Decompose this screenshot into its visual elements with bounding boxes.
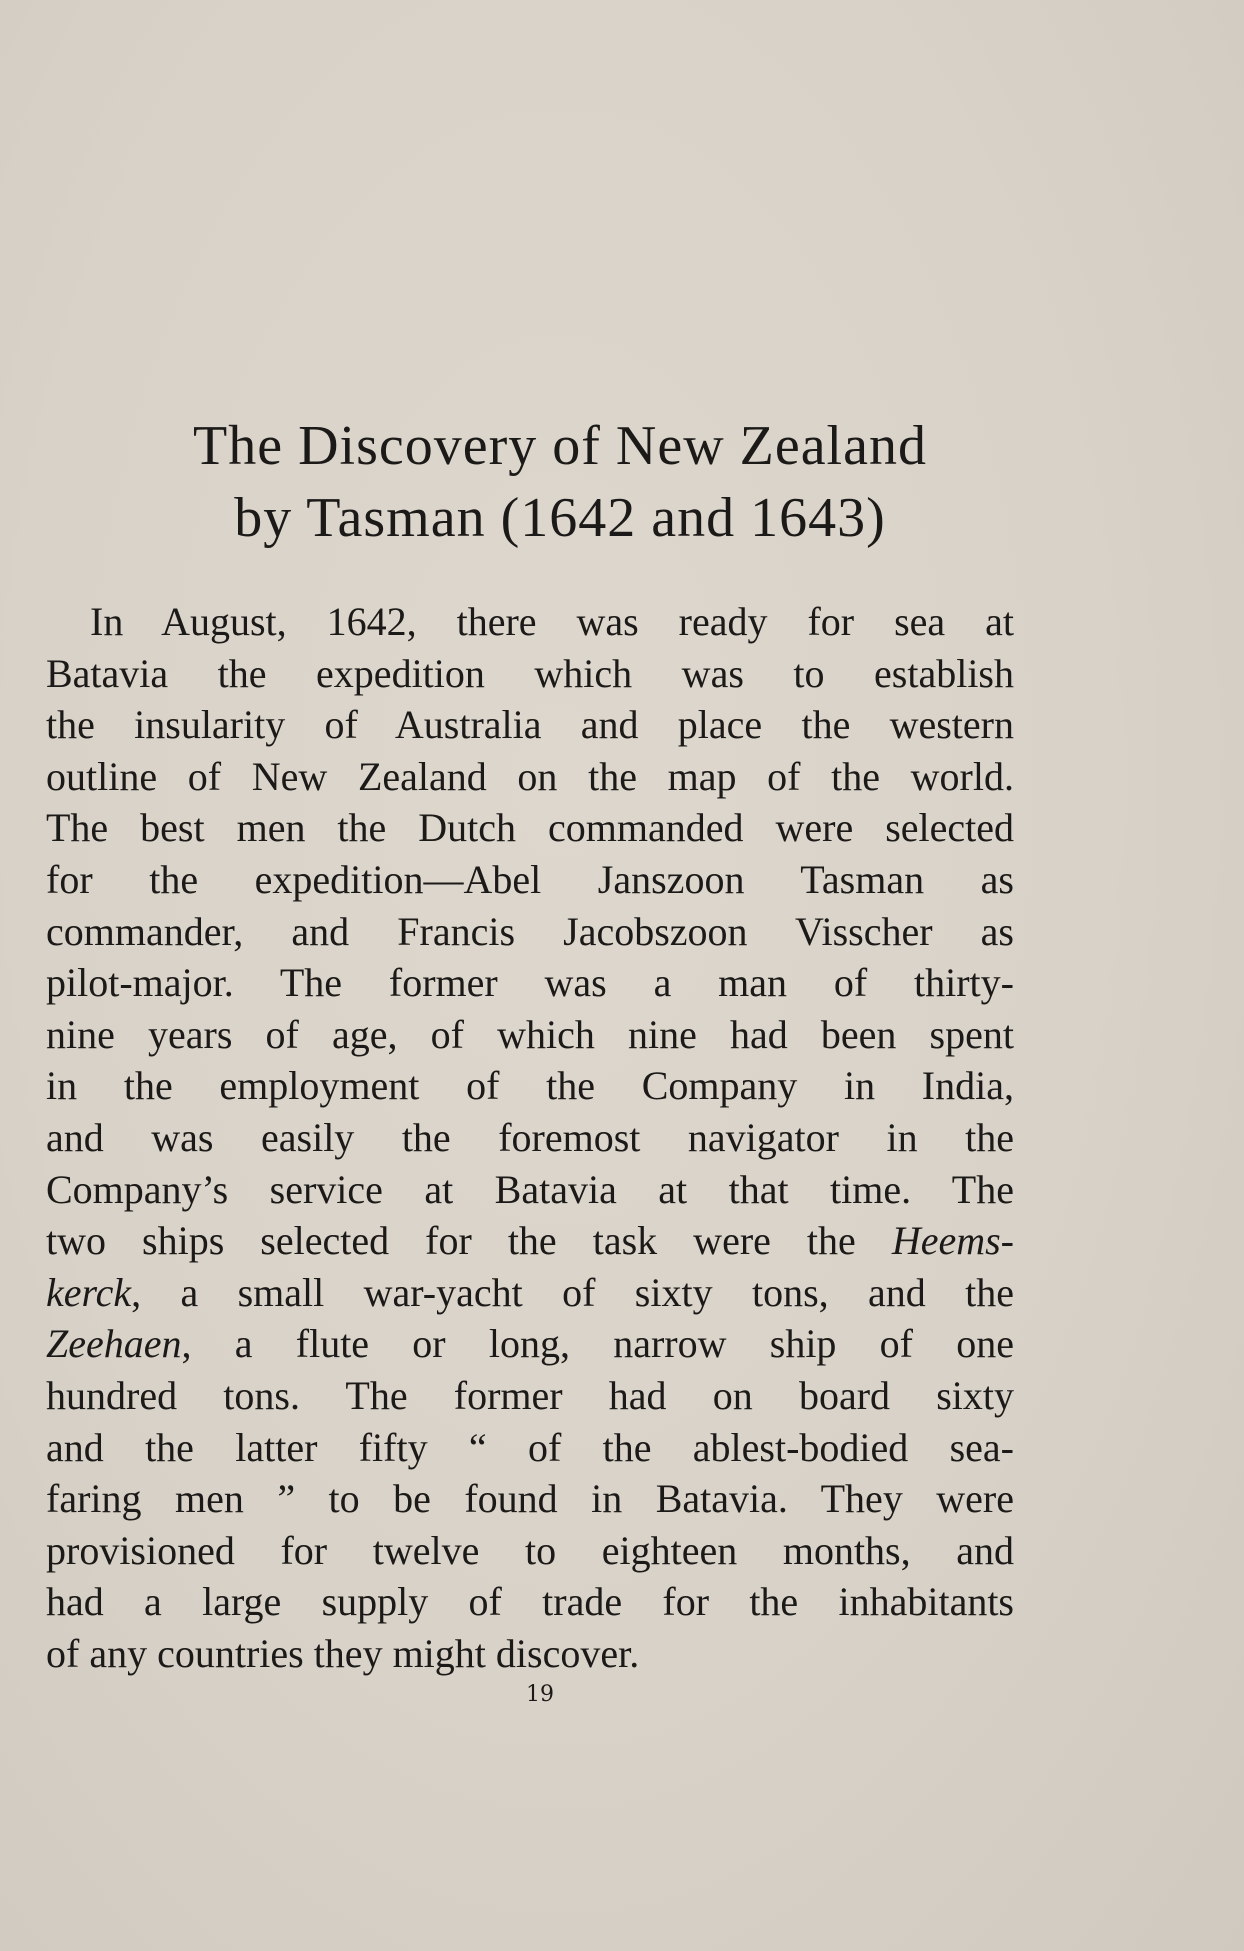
text-line: nine years of age, of which nine had been spent [46,1011,1014,1057]
chapter-title-line-1: The Discovery of New Zealand [193,415,927,477]
ship-name-italic: Zeehaen [46,1321,182,1367]
text-line: pilot-major. The former was a man of thirty- [46,960,1014,1006]
text-segment: , a flute or long, narrow ship of one [181,1321,1014,1367]
text-line: commander, and Francis Jacobszoon Visscher as [46,908,1014,954]
text-line: had a large supply of trade for the inhabitants [46,1579,1014,1625]
text-line: of any countries they might discover. [46,1630,640,1676]
text-line [46,1318,1014,1370]
text-line: Company’s service at Batavia at that time. The [46,1166,1014,1212]
chapter-title-line-2: by Tasman (1642 and 1643) [234,487,886,549]
ship-name-italic: kerck [46,1269,132,1315]
text-line: the insularity of Australia and place the western [46,702,1014,748]
body-paragraph [46,596,1014,1679]
text-line: hundred tons. The former had on board sixty [46,1372,1014,1418]
page-number: 19 [526,1682,554,1707]
text-line: In August, 1642, there was ready for sea at [90,599,1014,644]
chapter-title [60,410,1060,554]
text-segment: two ships selected for the task were the [46,1218,892,1264]
text-line: The best men the Dutch commanded were selected [46,805,1014,851]
text-line: in the employment of the Company in India, [46,1063,1014,1109]
ship-name-italic: Heems- [891,1218,1014,1264]
text-line: faring men ” to be found in Batavia. They were [46,1476,1014,1522]
text-line [46,1215,1014,1267]
text-line: provisioned for twelve to eighteen months, and [46,1527,1014,1573]
text-line: outline of New Zealand on the map of the world. [46,753,1014,799]
text-line: Batavia the expedition which was to establish [46,650,1014,696]
text-line: for the expedition—Abel Janszoon Tasman as [46,856,1014,902]
text-segment: , a small war-yacht of sixty tons, and the [131,1269,1014,1315]
text-line: and the latter fifty “ of the ablest-bodied sea- [46,1424,1014,1470]
text-line: and was easily the foremost navigator in the [46,1114,1014,1160]
text-line [46,1267,1014,1319]
